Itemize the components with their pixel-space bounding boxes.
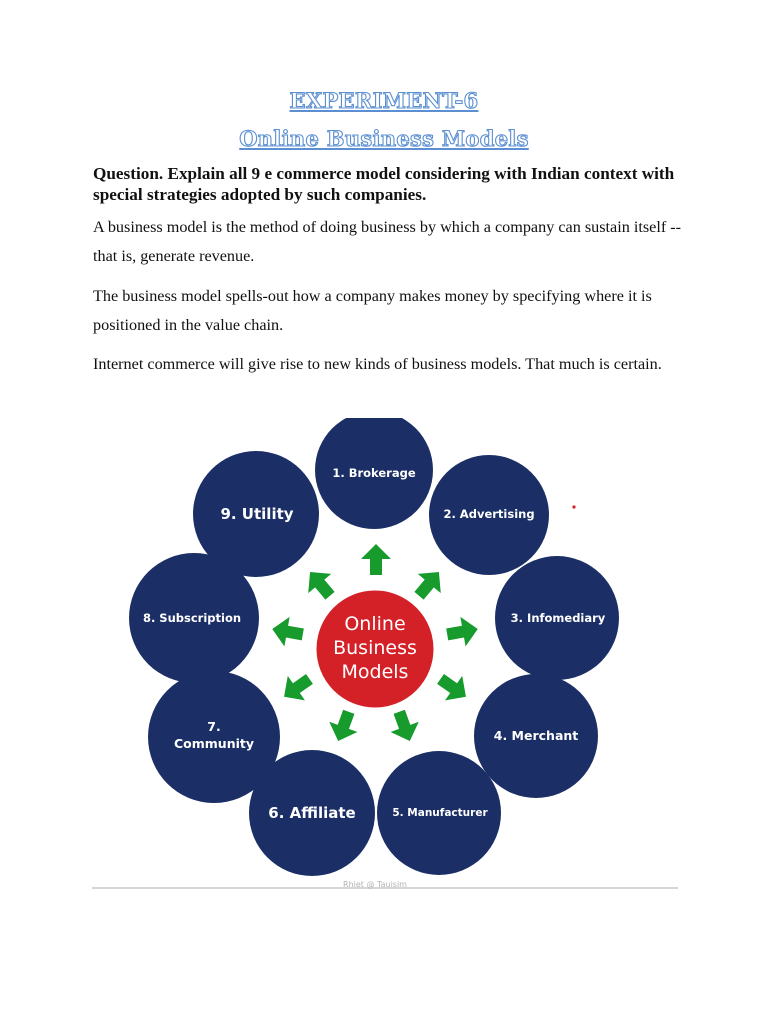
arrow-manufacturer <box>385 707 424 746</box>
paragraph-definition: A business model is the method of doing business by which a company can sustain itself -- that is, generate revenue. <box>93 218 682 265</box>
arrow-merchant <box>432 667 475 709</box>
arrow-brokerage <box>361 544 391 575</box>
center-label-line3: Models <box>341 661 409 683</box>
node-label-advertising: 2. Advertising <box>443 507 535 521</box>
arrow-subscription <box>270 614 306 649</box>
page-title: EXPERIMENT-6 <box>289 88 479 113</box>
node-label-manufacturer: 5. Manufacturer <box>392 807 488 819</box>
paragraph-internet-commerce: Internet commerce will give rise to new kinds of business models. That much is certain. <box>93 355 662 373</box>
node-label-community-line2: Community <box>173 736 255 751</box>
business-models-diagram <box>92 418 678 892</box>
page-subtitle: Online Business Models <box>239 126 529 151</box>
diagram-caption: Rhiet @ Tauisim <box>343 880 407 889</box>
node-label-community-line1: 7. <box>207 719 221 734</box>
center-label-line1: Online <box>344 613 406 635</box>
node-label-utility: 9. Utility <box>220 505 294 523</box>
center-label-line2: Business <box>333 637 417 659</box>
node-label-affiliate: 6. Affiliate <box>268 804 356 822</box>
arrow-affiliate <box>324 707 363 746</box>
node-label-infomediary: 3. Infomediary <box>510 611 606 625</box>
red-dot <box>572 505 575 508</box>
arrow-infomediary <box>445 614 481 649</box>
node-label-subscription: 8. Subscription <box>142 611 242 625</box>
arrow-utility <box>299 562 342 605</box>
node-label-merchant: 4. Merchant <box>493 728 579 743</box>
paragraph-value-chain: The business model spells-out how a company makes money by specifying where it is positioned in the value chain. <box>93 287 652 334</box>
arrow-community <box>275 667 318 709</box>
arrow-advertising <box>408 562 451 605</box>
question-text: Question. Explain all 9 e commerce model considering with Indian context with special strategies adopted by such companies. <box>93 164 675 204</box>
node-label-brokerage: 1. Brokerage <box>332 466 416 480</box>
